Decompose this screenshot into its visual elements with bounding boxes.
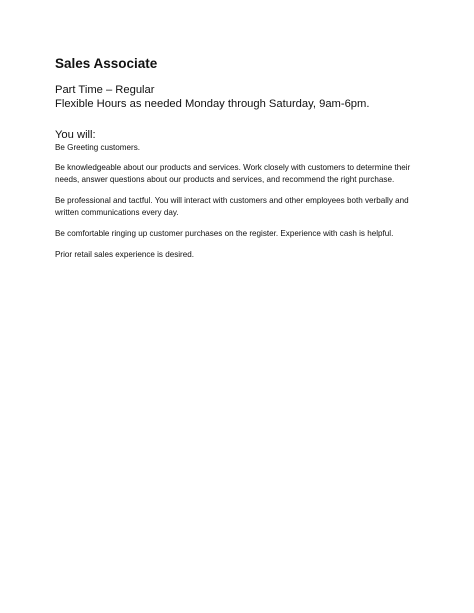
- duty-paragraph-professional: Be professional and tactful. You will interact with customers and other employees both verbally and written communications every day.: [55, 196, 409, 217]
- work-hours: Flexible Hours as needed Monday through Saturday, 9am-6pm.: [55, 98, 370, 110]
- duty-paragraph-register: Be comfortable ringing up customer purchases on the register. Experience with cash is helpful.: [55, 229, 394, 238]
- employment-type: Part Time – Regular: [55, 84, 155, 96]
- document-content: [55, 55, 425, 270]
- duty-greeting: Be Greeting customers.: [55, 143, 141, 152]
- duty-paragraph-knowledge: Be knowledgeable about our products and services. Work closely with customers to determine their needs, answer questions about our products and services, and recommend the right purchase.: [55, 163, 411, 184]
- duties-intro: You will:: [55, 129, 96, 141]
- requirement-paragraph: Prior retail sales experience is desired.: [55, 250, 195, 259]
- job-title: Sales Associate: [55, 56, 158, 71]
